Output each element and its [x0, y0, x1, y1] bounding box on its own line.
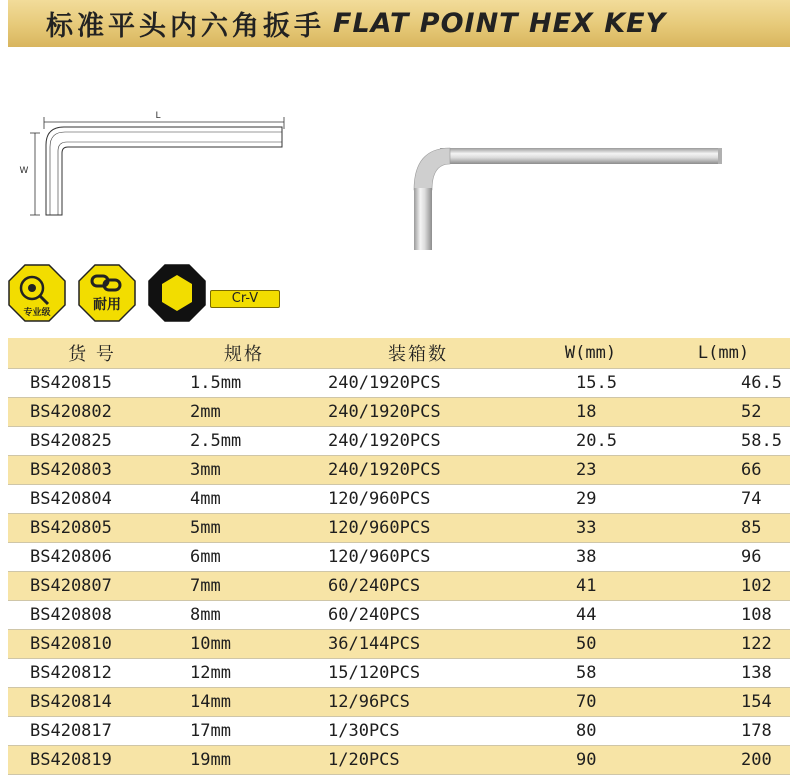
cell-l: 102 — [657, 572, 790, 601]
cell-item-no: BS420806 — [8, 543, 176, 572]
header-size: 规格 — [176, 338, 312, 369]
cell-w: 38 — [524, 543, 657, 572]
cell-item-no: BS420804 — [8, 485, 176, 514]
durable-label: 耐用 — [93, 297, 121, 313]
cell-item-no: BS420825 — [8, 427, 176, 456]
cell-size: 7mm — [176, 572, 312, 601]
cell-packing: 60/240PCS — [312, 572, 524, 601]
cell-item-no: BS420808 — [8, 601, 176, 630]
cell-packing: 240/1920PCS — [312, 369, 524, 398]
cell-packing: 12/96PCS — [312, 688, 524, 717]
table-row — [8, 688, 790, 717]
durable-badge — [78, 264, 136, 322]
cell-size: 5mm — [176, 514, 312, 543]
key-long-arm — [440, 148, 722, 164]
cell-l: 138 — [657, 659, 790, 688]
cell-size: 17mm — [176, 717, 312, 746]
page-title-en: FLAT POINT HEX KEY — [333, 8, 667, 39]
cell-item-no: BS420812 — [8, 659, 176, 688]
cell-w: 29 — [524, 485, 657, 514]
key-outline — [46, 127, 282, 215]
table-row — [8, 427, 790, 456]
cell-l: 178 — [657, 717, 790, 746]
table-row — [8, 543, 790, 572]
cell-l: 58.5 — [657, 427, 790, 456]
cell-l: 66 — [657, 456, 790, 485]
cell-w: 44 — [524, 601, 657, 630]
cell-l: 46.5 — [657, 369, 790, 398]
hex-key-photo — [400, 130, 740, 260]
cell-packing: 240/1920PCS — [312, 427, 524, 456]
cell-l: 108 — [657, 601, 790, 630]
table-row — [8, 572, 790, 601]
cell-packing: 120/960PCS — [312, 514, 524, 543]
cell-packing: 240/1920PCS — [312, 456, 524, 485]
table-row — [8, 746, 790, 775]
cell-l: 96 — [657, 543, 790, 572]
page-title-cn: 标准平头内六角扳手 — [46, 11, 325, 42]
table-row — [8, 456, 790, 485]
table-row — [8, 717, 790, 746]
cell-item-no: BS420814 — [8, 688, 176, 717]
label-l: L — [155, 111, 161, 121]
header-w: W(mm) — [524, 338, 657, 369]
hex-material-badge — [148, 264, 206, 322]
professional-label: 专业级 — [23, 308, 51, 318]
header-item-no: 货 号 — [8, 338, 176, 369]
cell-l: 154 — [657, 688, 790, 717]
cell-size: 6mm — [176, 543, 312, 572]
cell-w: 58 — [524, 659, 657, 688]
cell-item-no: BS420815 — [8, 369, 176, 398]
cell-packing: 120/960PCS — [312, 485, 524, 514]
key-short-arm — [414, 188, 432, 250]
cell-w: 41 — [524, 572, 657, 601]
cell-packing: 1/20PCS — [312, 746, 524, 775]
cell-size: 3mm — [176, 456, 312, 485]
key-bend — [414, 148, 450, 190]
cell-w: 15.5 — [524, 369, 657, 398]
cell-packing: 240/1920PCS — [312, 398, 524, 427]
cell-w: 90 — [524, 746, 657, 775]
cell-item-no: BS420810 — [8, 630, 176, 659]
cell-packing: 60/240PCS — [312, 601, 524, 630]
cell-l: 122 — [657, 630, 790, 659]
cell-item-no: BS420803 — [8, 456, 176, 485]
cell-size: 1.5mm — [176, 369, 312, 398]
table-row — [8, 630, 790, 659]
table-row — [8, 659, 790, 688]
cell-packing: 15/120PCS — [312, 659, 524, 688]
cell-w: 70 — [524, 688, 657, 717]
cell-item-no: BS420805 — [8, 514, 176, 543]
table-row — [8, 398, 790, 427]
table-row — [8, 369, 790, 398]
cell-packing: 36/144PCS — [312, 630, 524, 659]
header-l: L(mm) — [657, 338, 790, 369]
cell-packing: 1/30PCS — [312, 717, 524, 746]
material-tag: Cr-V — [210, 290, 280, 308]
cell-w: 50 — [524, 630, 657, 659]
cell-size: 2.5mm — [176, 427, 312, 456]
cell-size: 2mm — [176, 398, 312, 427]
cell-w: 33 — [524, 514, 657, 543]
cell-w: 23 — [524, 456, 657, 485]
cell-packing: 120/960PCS — [312, 543, 524, 572]
cell-l: 74 — [657, 485, 790, 514]
table-row — [8, 485, 790, 514]
cell-w: 20.5 — [524, 427, 657, 456]
hex-key-diagram — [10, 105, 300, 225]
cell-size: 14mm — [176, 688, 312, 717]
cell-item-no: BS420819 — [8, 746, 176, 775]
cell-size: 12mm — [176, 659, 312, 688]
table-header-row — [8, 338, 790, 369]
cell-l: 85 — [657, 514, 790, 543]
cell-item-no: BS420807 — [8, 572, 176, 601]
label-w: W — [19, 166, 29, 176]
cell-w: 80 — [524, 717, 657, 746]
cell-size: 8mm — [176, 601, 312, 630]
table-row — [8, 514, 790, 543]
cell-size: 19mm — [176, 746, 312, 775]
cell-item-no: BS420802 — [8, 398, 176, 427]
cell-l: 200 — [657, 746, 790, 775]
cell-w: 18 — [524, 398, 657, 427]
cell-item-no: BS420817 — [8, 717, 176, 746]
spec-table — [8, 338, 790, 775]
professional-grade-badge — [8, 264, 66, 322]
cell-size: 10mm — [176, 630, 312, 659]
cell-size: 4mm — [176, 485, 312, 514]
cell-l: 52 — [657, 398, 790, 427]
title-bar — [8, 0, 790, 47]
table-row — [8, 601, 790, 630]
header-packing: 装箱数 — [312, 338, 524, 369]
